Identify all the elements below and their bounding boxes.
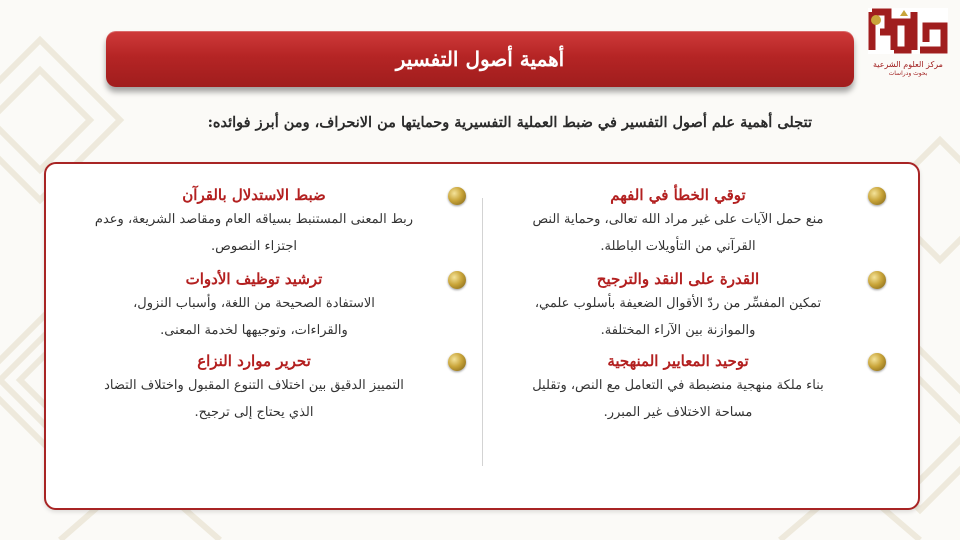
logo-tagline: بحوث ودراسات bbox=[888, 70, 928, 77]
benefit-desc-line: الذي يحتاج إلى ترجيح. bbox=[194, 405, 314, 420]
brand-logo bbox=[862, 2, 954, 92]
benefit-desc-line: ربط المعنى المستنبط بسياقه العام ومقاصد الشريعة، وعدم bbox=[94, 212, 414, 227]
gold-bullet-icon bbox=[868, 271, 886, 289]
benefit-title: تحرير موارد النزاع bbox=[197, 352, 311, 370]
benefit-description bbox=[496, 206, 860, 260]
benefit-description bbox=[68, 290, 440, 344]
benefit-description bbox=[68, 206, 440, 260]
benefit-desc-line: القرآني من التأويلات الباطلة. bbox=[600, 239, 756, 254]
column-divider bbox=[482, 198, 483, 466]
benefit-desc-line: اجتزاء النصوص. bbox=[211, 239, 297, 254]
benefit-item bbox=[496, 270, 860, 344]
title-banner bbox=[106, 31, 854, 87]
benefit-title: ضبط الاستدلال بالقرآن bbox=[182, 186, 326, 204]
benefit-desc-line: منع حمل الآيات على غير مراد الله تعالى، وحماية النص bbox=[532, 212, 824, 227]
benefit-desc-line: والموازنة بين الآراء المختلفة. bbox=[600, 323, 756, 338]
benefit-desc-line: الاستفادة الصحيحة من اللغة، وأسباب النزول، bbox=[133, 296, 375, 311]
gold-bullet-icon bbox=[448, 187, 466, 205]
benefit-desc-line: التمييز الدقيق بين اختلاف التنوع المقبول واختلاف التضاد bbox=[104, 378, 404, 393]
benefit-item bbox=[68, 186, 440, 260]
benefit-title: القدرة على النقد والترجيح bbox=[596, 270, 760, 288]
benefit-description bbox=[68, 372, 440, 426]
logo-mark-icon bbox=[864, 2, 952, 62]
logo-subtitle: مركز العلوم الشرعية bbox=[873, 60, 943, 69]
benefit-item bbox=[496, 186, 860, 260]
gold-bullet-icon bbox=[448, 353, 466, 371]
benefit-desc-line: بناء ملكة منهجية منضبطة في التعامل مع النص، وتقليل bbox=[532, 378, 824, 393]
benefit-desc-line: تمكين المفسِّر من ردّ الأقوال الضعيفة بأسلوب علمي، bbox=[534, 296, 822, 311]
slide-title: أهمية أصول التفسير bbox=[395, 47, 565, 71]
benefit-title: توحيد المعايير المنهجية bbox=[607, 352, 749, 370]
benefit-description bbox=[496, 372, 860, 426]
benefit-item bbox=[496, 352, 860, 426]
gold-bullet-icon bbox=[448, 271, 466, 289]
gold-bullet-icon bbox=[868, 353, 886, 371]
benefit-item bbox=[68, 270, 440, 344]
benefit-title: توقي الخطأ في الفهم bbox=[610, 186, 746, 204]
benefit-description bbox=[496, 290, 860, 344]
benefit-desc-line: مساحة الاختلاف غير المبرر. bbox=[603, 405, 753, 420]
benefit-desc-line: والقراءات، وتوجيهها لخدمة المعنى. bbox=[160, 323, 348, 338]
intro-text: تتجلى أهمية علم أصول التفسير في ضبط العملية التفسيرية وحمايتها من الانحراف، ومن أبرز فوائده: bbox=[207, 114, 812, 131]
benefit-item bbox=[68, 352, 440, 426]
gold-bullet-icon bbox=[868, 187, 886, 205]
benefit-title: ترشيد توظيف الأدوات bbox=[185, 270, 323, 288]
